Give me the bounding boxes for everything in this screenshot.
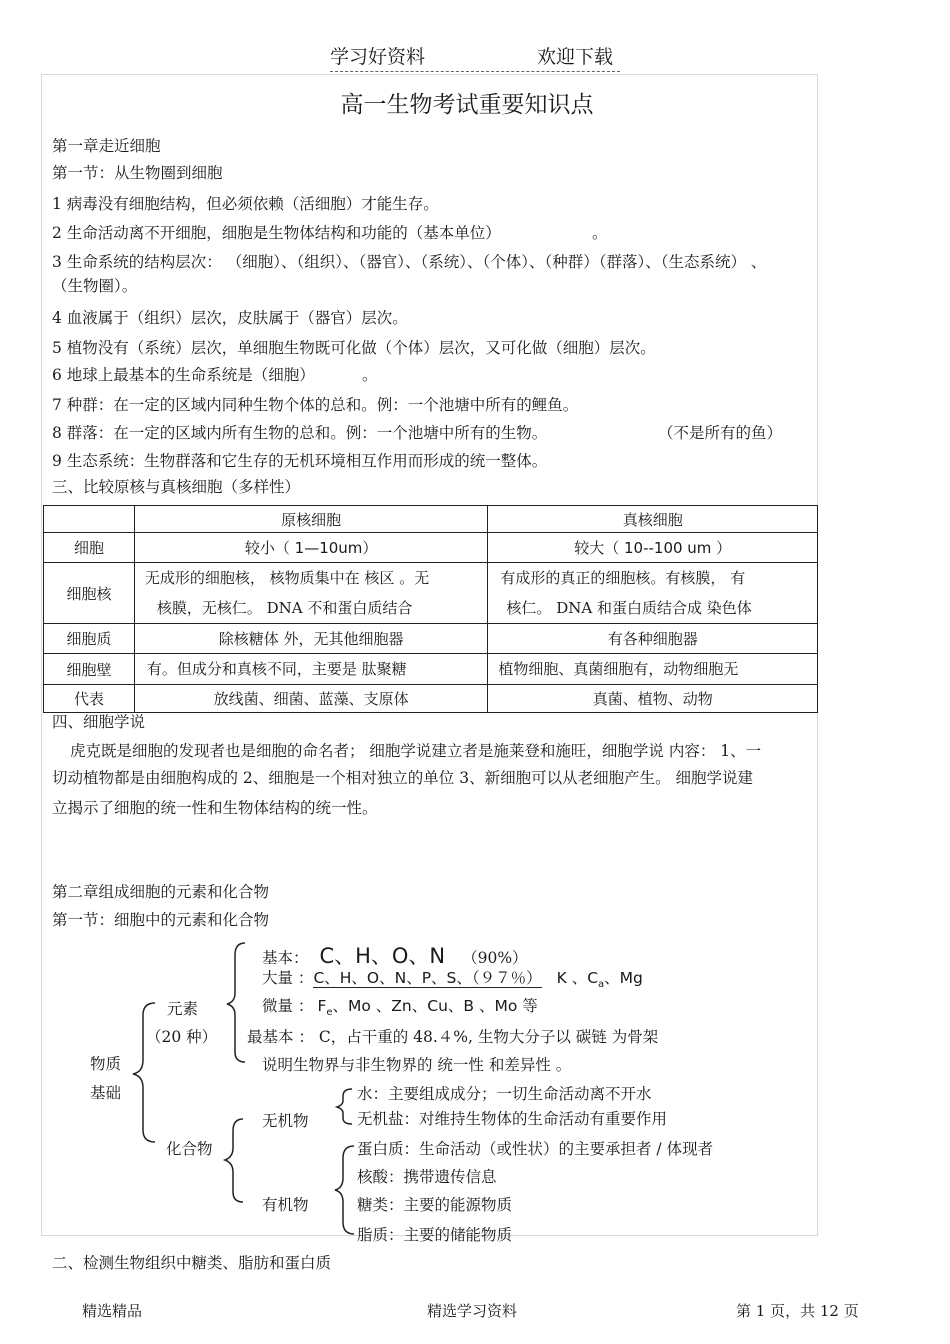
point-7: 7 种群：在一定的区域内同种生物个体的总和。例：一个池塘中所有的鲤鱼。 xyxy=(52,396,579,414)
basic-label: 基本： xyxy=(262,949,309,967)
root-line: 物质 xyxy=(90,1055,122,1073)
major-elements xyxy=(262,966,643,990)
prokaryote-cell: 有。但成分和真核不同，主要是 肽聚糖 xyxy=(134,654,488,685)
section-2-heading: 二、检测生物组织中糖类、脂肪和蛋白质 xyxy=(52,1254,332,1272)
eukaryote-cell: 有各种细胞器 xyxy=(488,624,818,654)
prokaryote-cell: 除核糖体 外，无其他细胞器 xyxy=(134,624,488,654)
major-rest: K 、C xyxy=(556,969,599,987)
major-label: 大量 ： xyxy=(262,969,314,987)
unity-statement: 说明生物界与非生物界的 统一性 和差异性 。 xyxy=(262,1056,572,1074)
point-3-cont: （生物圈）。 xyxy=(52,277,138,295)
point-2: 2 生命活动离不开细胞，细胞是生物体结构和功能的（基本单位） xyxy=(52,224,501,242)
point-3: 3 生命系统的结构层次： （细胞）、（组织）、（器官）、（系统）、（个体）、（种群）（群落）、（生态系统） 、 xyxy=(52,253,767,271)
major-value xyxy=(313,969,541,988)
point-8: 8 群落：在一定的区域内所有生物的总和。例：一个池塘中所有的生物。 xyxy=(52,424,548,442)
footer-page-number: 第 1 页，共 12 页 xyxy=(736,1302,859,1320)
point-4: 4 血液属于（组织）层次，皮肤属于（器官）层次。 xyxy=(52,309,408,327)
section-3-heading: 三、比较原核与真核细胞（多样性） xyxy=(52,478,301,496)
cell-line: 无成形的细胞核， 核物质集中在 核区 。无 xyxy=(144,569,430,587)
page-title: 高一生物考试重要知识点 xyxy=(340,92,594,118)
point-6: 6 地球上最基本的生命系统是（细胞） xyxy=(52,366,315,384)
most-basic-element: 最基本 ： C，占干重的 48.４%, 生物大分子以 碳链 为骨架 xyxy=(247,1028,659,1046)
cell-theory-line: 切动植物都是由细胞构成的 2、细胞是一个相对独立的单位 3、新细胞可以从老细胞产生。 细胞学说建 xyxy=(52,769,754,787)
inorganic-label: 无机物 xyxy=(262,1112,309,1130)
row-label: 细胞壁 xyxy=(44,654,135,685)
compound-brace xyxy=(225,1119,243,1202)
compounds-label: 化合物 xyxy=(166,1140,213,1158)
inorganic-brace xyxy=(337,1089,352,1124)
cell-theory-line: 虎克既是细胞的发现者也是细胞的命名者； 细胞学说建立者是施莱登和施旺，细胞学说 内容： 1、一 xyxy=(70,742,762,760)
point-9: 9 生态系统：生物群落和它生存的无机环境相互作用而形成的统一整体。 xyxy=(52,452,548,470)
row-label: 细胞核 xyxy=(44,563,135,624)
trace-elements xyxy=(262,994,538,1018)
basic-percent: （90%） xyxy=(462,949,528,967)
major-percent: （９７％） xyxy=(471,969,542,987)
trace-f: F xyxy=(317,997,327,1015)
root-line: 基础 xyxy=(90,1084,122,1102)
element-brace xyxy=(227,943,245,1062)
point-5: 5 植物没有（系统）层次，单细胞生物既可化做（个体）层次，又可化做（细胞）层次。 xyxy=(52,339,656,357)
organic-item: 脂质：主要的储能物质 xyxy=(357,1226,513,1244)
cell-line: 核膜，无核仁。 DNA 不和蛋白质结合 xyxy=(156,599,413,617)
row-label: 细胞质 xyxy=(44,624,135,654)
eukaryote-cell: 植物细胞、真菌细胞有，动物细胞无 xyxy=(488,654,818,685)
point-2-end: 。 xyxy=(592,224,608,242)
point-8-note: （不是所有的鱼） xyxy=(658,424,783,442)
eukaryote-cell: 真菌、植物、动物 xyxy=(488,685,818,713)
basic-value: C、H、O、N xyxy=(319,944,446,968)
chapter-2-section-1: 第一节：细胞中的元素和化合物 xyxy=(52,911,270,929)
prokaryote-cell: 较小（ 1—10um） xyxy=(134,533,488,563)
cell-theory-line: 立揭示了细胞的统一性和生物体结构的统一性。 xyxy=(52,799,378,817)
trace-label: 微量 ： xyxy=(262,997,314,1015)
trace-sub: e xyxy=(326,1007,333,1019)
section-1-heading: 第一节：从生物圈到细胞 xyxy=(52,164,223,182)
eukaryote-cell: 较大（ 10--100 um ） xyxy=(488,533,818,563)
organic-label: 有机物 xyxy=(262,1196,309,1214)
organic-brace xyxy=(335,1146,354,1234)
organic-item: 糖类：主要的能源物质 xyxy=(357,1196,513,1214)
chapter-1-heading: 第一章走近细胞 xyxy=(52,137,161,155)
section-4-heading: 四、细胞学说 xyxy=(52,713,146,731)
organic-item: 蛋白质：生命活动（或性状）的主要承担者 / 体现者 xyxy=(357,1140,714,1158)
inorganic-item: 水：主要组成成分；一切生命活动离不开水 xyxy=(357,1085,652,1103)
cell-line: 有成形的真正的细胞核。有核膜， 有 xyxy=(500,569,746,587)
row-label: 代表 xyxy=(44,685,135,713)
organic-item: 核酸：携带遗传信息 xyxy=(357,1168,497,1186)
row-label: 细胞 xyxy=(44,533,135,563)
header-left: 学习好资料 xyxy=(330,46,426,68)
trace-rest: 、Mo 、Zn、Cu、B 、Mo 等 xyxy=(332,997,538,1015)
prokaryote-cell: 放线菌、细菌、蓝藻、支原体 xyxy=(134,685,488,713)
header-right: 欢迎下载 xyxy=(537,46,614,68)
point-1: 1 病毒没有细胞结构，但必须依赖（活细胞）才能生存。 xyxy=(52,195,439,213)
footer-center: 精选学习资料 xyxy=(427,1302,518,1320)
cell-line: 核仁。 DNA 和蛋白质结合成 染色体 xyxy=(506,599,752,617)
footer-left: 精选精品 xyxy=(82,1302,143,1320)
table-header-cell: 真核细胞 xyxy=(488,506,818,533)
table-header-cell: 原核细胞 xyxy=(134,506,488,533)
elements-count: （20 种） xyxy=(146,1028,218,1046)
inorganic-item: 无机盐：对维持生物体的生命活动有重要作用 xyxy=(357,1110,668,1128)
elements-label: 元素 xyxy=(167,1000,199,1018)
point-6-end: 。 xyxy=(362,366,378,384)
chapter-2-heading: 第二章组成细胞的元素和化合物 xyxy=(52,883,270,901)
root-brace xyxy=(133,1003,155,1142)
major-tail: 、Mg xyxy=(604,969,643,987)
major-sub: a xyxy=(598,979,605,991)
major-value-text: C、H、O、N、P、S、 xyxy=(313,969,472,987)
